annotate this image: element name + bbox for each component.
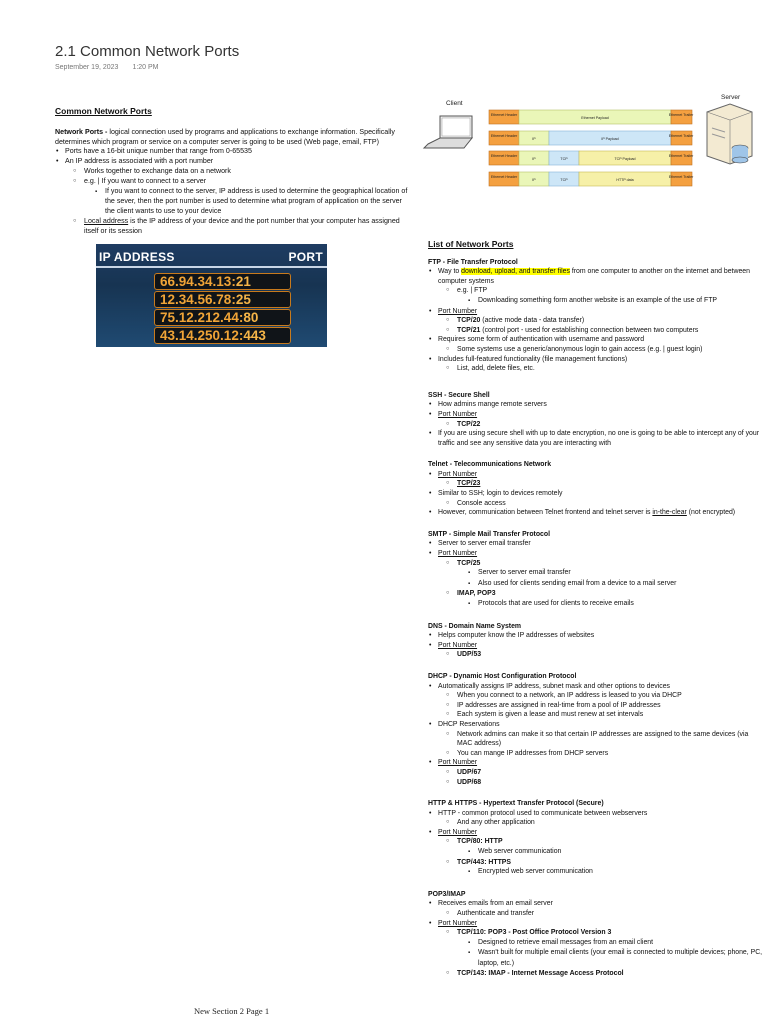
text-span: UDP/68 [457, 778, 482, 786]
text-span: Console access [457, 499, 506, 507]
intro-list [55, 147, 410, 236]
list-item [438, 539, 764, 549]
list-item-text: is the IP address of your device and the port number that your computer has assigned itself or its session [84, 216, 400, 235]
text-span: Server to server email transfer [438, 540, 531, 548]
intro-text: logical connection used by programs and applications to exchange information. Specifically determines which program or service on a computer server is going to be used (Web page, email, FTP) [55, 127, 395, 146]
frame-row-ip [489, 131, 694, 145]
eth-header-label: Ethernet Header [490, 134, 518, 138]
list-item [438, 267, 764, 306]
list-item [438, 508, 764, 518]
text-span: Also used for clients sending email from a device to a mail server [478, 579, 677, 587]
text-span: Port Number [438, 641, 478, 649]
section-title: SSH - Secure Shell [428, 391, 490, 399]
text-span: Port Number [438, 470, 478, 478]
text-span: Designed to retrieve email messages from an email client [478, 938, 654, 946]
list-item [457, 837, 764, 857]
text-span: Port Number [438, 410, 478, 418]
ip-label: IP [532, 178, 536, 182]
list-item [438, 355, 764, 374]
list-item [105, 187, 410, 217]
header-divider [96, 266, 327, 268]
text-span: TCP/80: HTTP [457, 838, 503, 846]
list-item-text: An IP address is associated with a port number [65, 157, 214, 166]
section-title: Telnet - Telecommunications Network [428, 461, 552, 469]
list-item [438, 899, 764, 918]
text-span: And any other application [457, 819, 535, 827]
page-title: 2.1 Common Network Ports [55, 43, 240, 60]
ip-address-port-image [96, 244, 327, 347]
ip-label: IP [532, 137, 536, 141]
list-item [438, 758, 764, 787]
list-item [457, 730, 764, 749]
ip-port-row: 12.34.56.78:25 [154, 291, 291, 308]
section-title: FTP - File Transfer Protocol [428, 258, 518, 266]
ssh-list [428, 400, 764, 448]
text-span: Some systems use a generic/anonymous login to gain access (e.g. | guest login) [457, 345, 703, 353]
list-item [438, 410, 764, 429]
text-span: Similar to SSH; login to devices remotely [438, 490, 563, 498]
text-span: Each system is given a lease and must renew at set intervals [457, 711, 644, 719]
section-title: POP3/IMAP [428, 890, 466, 898]
port-value: 443 [243, 328, 266, 343]
list-item [457, 691, 764, 701]
list-item [84, 217, 410, 237]
payload-label: Ethernet Payload [581, 116, 609, 120]
text-span: Way to [438, 268, 462, 276]
text-span: Downloading something form another website is an example of the use of FTP [478, 296, 718, 304]
list-item [438, 641, 764, 660]
list-item [457, 928, 764, 968]
encapsulation-diagram [420, 92, 760, 192]
list-item [457, 701, 764, 711]
ip-value: 75.12.212.44 [160, 310, 239, 325]
text-span: Authenticate and transfer [457, 910, 534, 918]
list-item [478, 579, 764, 590]
page-date: September 19, 2023 [55, 64, 119, 71]
list-item [457, 818, 764, 828]
payload-label: HTTP data [616, 178, 634, 182]
list-item [438, 682, 764, 720]
list-item [438, 489, 764, 508]
list-item [457, 589, 764, 609]
text-span: TCP/23 [457, 480, 481, 488]
frame-row-http [489, 172, 694, 186]
list-item [438, 720, 764, 758]
list-item [457, 710, 764, 720]
list-heading: List of Network Ports [428, 239, 514, 249]
list-item [438, 631, 764, 641]
list-item [457, 345, 764, 355]
server-label: Server [721, 94, 741, 101]
list-item [457, 778, 764, 788]
list-item [457, 559, 764, 590]
frame-row-ethernet [489, 110, 694, 124]
highlighted-text: download, upload, and transfer files [461, 268, 570, 276]
list-item [457, 749, 764, 759]
intro-term: Network Ports - [55, 127, 110, 136]
page-time: 1:20 PM [132, 64, 159, 71]
list-item [438, 429, 764, 448]
tcp-label: TCP [560, 178, 568, 182]
ip-port-row: 43.14.250.12:443 [154, 327, 291, 344]
section-title: HTTP & HTTPS - Hypertext Transfer Protocol (Secure) [428, 800, 604, 808]
port-value: 25 [235, 292, 251, 307]
frame-row-tcp [489, 151, 694, 165]
list-item [438, 809, 764, 828]
list-item [65, 157, 410, 236]
smtp-list [428, 539, 764, 609]
text-span: Requires some form of authentication with username and password [438, 336, 645, 344]
list-item [457, 286, 764, 306]
text-span: TCP/110: POP3 - Post Office Protocol Version 3 [457, 929, 612, 937]
server-icon [707, 104, 752, 164]
list-item [478, 938, 764, 949]
list-item [457, 768, 764, 778]
list-item [438, 828, 764, 878]
intro-paragraph [55, 128, 410, 148]
text-span: How admins mange remote servers [438, 401, 547, 409]
text-span: Port Number [438, 550, 478, 558]
http-list [428, 809, 764, 878]
text-span: List, add, delete files, etc. [457, 365, 535, 373]
text-span: HTTP - common protocol used to communicate between webservers [438, 809, 648, 817]
list-item [438, 919, 764, 979]
list-item [478, 867, 764, 878]
dhcp-list [428, 682, 764, 788]
text-span: Port Number [438, 919, 478, 927]
list-item [457, 650, 764, 660]
right-column [428, 240, 764, 978]
list-item [84, 167, 410, 177]
tcp-label: TCP [560, 157, 568, 161]
list-item [438, 307, 764, 336]
list-item [438, 335, 764, 354]
ip-port-row: 75.12.212.44:80 [154, 309, 291, 326]
list-item [457, 969, 764, 979]
list-item [65, 147, 410, 157]
client-label: Client [446, 100, 463, 107]
text-span: Helps computer know the IP addresses of websites [438, 632, 595, 640]
list-item [438, 400, 764, 410]
port-value: 21 [235, 274, 251, 289]
text-span: You can mange IP addresses from DHCP servers [457, 749, 609, 757]
list-item [457, 499, 764, 509]
ip-label: IP [532, 157, 536, 161]
text-span: Web server communication [478, 848, 562, 856]
text-span: Port Number [438, 759, 478, 767]
eth-header-label: Ethernet Header [490, 154, 518, 158]
dns-list [428, 631, 764, 660]
text-span: However, communication between Telnet frontend and telnet server is [438, 509, 653, 517]
text-span: TCP/21 [457, 326, 481, 334]
payload-label: TCP Payload [614, 157, 636, 161]
list-item [438, 549, 764, 610]
page-datetime [55, 64, 159, 71]
list-item-text: If you want to connect to the server, IP address is used to determine the geographical location of the sever, then the port number is used to determine what program of application on the server the client wants to use to your device [105, 186, 408, 216]
text-span: in-the-clear [652, 509, 687, 517]
text-span: from one computer to another on the internet and between computer systems [438, 268, 750, 285]
page-footer: New Section 2 Page 1 [194, 1006, 270, 1016]
text-span: UDP/53 [457, 651, 482, 659]
ip-port-row: 66.94.34.13:21 [154, 273, 291, 290]
text-span: When you connect to a network, an IP address is leased to you via DHCP [457, 692, 682, 700]
section-title: DHCP - Dynamic Host Configuration Protocol [428, 672, 577, 680]
eth-trailer-label: Ethernet Trailer [668, 134, 694, 138]
list-item [457, 858, 764, 878]
ip-value: 66.94.34.13 [160, 274, 232, 289]
text-span: Receives emails from an email server [438, 900, 553, 908]
text-span: Automatically assigns IP address, subnet mask and other options to devices [438, 682, 670, 690]
telnet-list [428, 470, 764, 518]
text-span: UDP/67 [457, 768, 482, 776]
list-item [438, 470, 764, 489]
text-span: Encrypted web server communication [478, 868, 593, 876]
text-span: Network admins can make it so that certain IP addresses are assigned to the same devices (via MAC address) [457, 730, 749, 748]
list-item [457, 364, 764, 374]
port-header: PORT [288, 250, 323, 264]
text-span: TCP/443: HTTPS [457, 858, 511, 866]
text-span: TCP/25 [457, 559, 481, 567]
text-span: DHCP Reservations [438, 720, 500, 728]
ip-value: 12.34.56.78 [160, 292, 232, 307]
text-span: Server to server email transfer [478, 569, 571, 577]
laptop-icon [424, 116, 472, 148]
text-span: IP addresses are assigned in real-time from a pool of IP addresses [457, 701, 661, 709]
text-span: (not encrypted) [686, 509, 736, 517]
list-item [457, 316, 764, 326]
text-span: TCP/20 [457, 317, 481, 325]
list-item-text: Works together to exchange data on a network [84, 166, 231, 175]
text-span: If you are using secure shell with up to date encryption, no one is going to be able to intercept any of your traffic and see any sensitive data you are interacting with [438, 430, 759, 447]
section-title: DNS - Domain Name System [428, 622, 522, 630]
text-span: Includes full-featured functionality (file management functions) [438, 355, 628, 363]
text-span: Port Number [438, 828, 478, 836]
list-item-text: Ports have a 16-bit unique number that range from 0-65535 [65, 147, 252, 156]
ip-address-header: IP ADDRESS [99, 250, 175, 264]
text-span: TCP/143: IMAP - Internet Message Access Protocol [457, 969, 624, 977]
list-item [478, 568, 764, 579]
eth-header-label: Ethernet Header [490, 113, 518, 117]
text-span: (active mode data - data transfer) [480, 317, 585, 325]
eth-trailer-label: Ethernet Trailer [668, 113, 694, 117]
text-span: e.g. | FTP [457, 287, 488, 295]
list-item [457, 326, 764, 336]
payload-label: IP Payload [601, 137, 619, 141]
list-item [457, 479, 764, 489]
list-item [478, 599, 764, 610]
eth-trailer-label: Ethernet Trailer [668, 154, 694, 158]
eth-header-label: Ethernet Header [490, 175, 518, 179]
local-address-term: Local address [84, 216, 129, 225]
eth-trailer-label: Ethernet Trailer [668, 175, 694, 179]
common-ports-heading: Common Network Ports [55, 106, 152, 116]
text-span: Protocols that are used for clients to receive emails [478, 600, 634, 607]
left-column [55, 107, 410, 237]
text-span: Port Number [438, 307, 478, 315]
list-item [478, 847, 764, 858]
list-item [478, 948, 764, 968]
port-value: 80 [243, 310, 259, 325]
list-item [84, 177, 410, 217]
list-item [457, 909, 764, 919]
list-item-text: e.g. | If you want to connect to a server [84, 176, 207, 185]
list-item [478, 296, 764, 307]
list-item [457, 420, 764, 430]
pop-list [428, 899, 764, 978]
section-title: SMTP - Simple Mail Transfer Protocol [428, 530, 551, 538]
ftp-list [428, 267, 764, 374]
text-span: Wasn't built for multiple email clients (your email is connected to multiple devices; phone, PC, laptop, etc.) [478, 949, 763, 967]
text-span: TCP/22 [457, 420, 481, 428]
ip-value: 43.14.250.12 [160, 328, 239, 343]
text-span: IMAP, POP3 [457, 590, 496, 598]
text-span: (control port - used for establishing connection between two computers [480, 326, 699, 334]
